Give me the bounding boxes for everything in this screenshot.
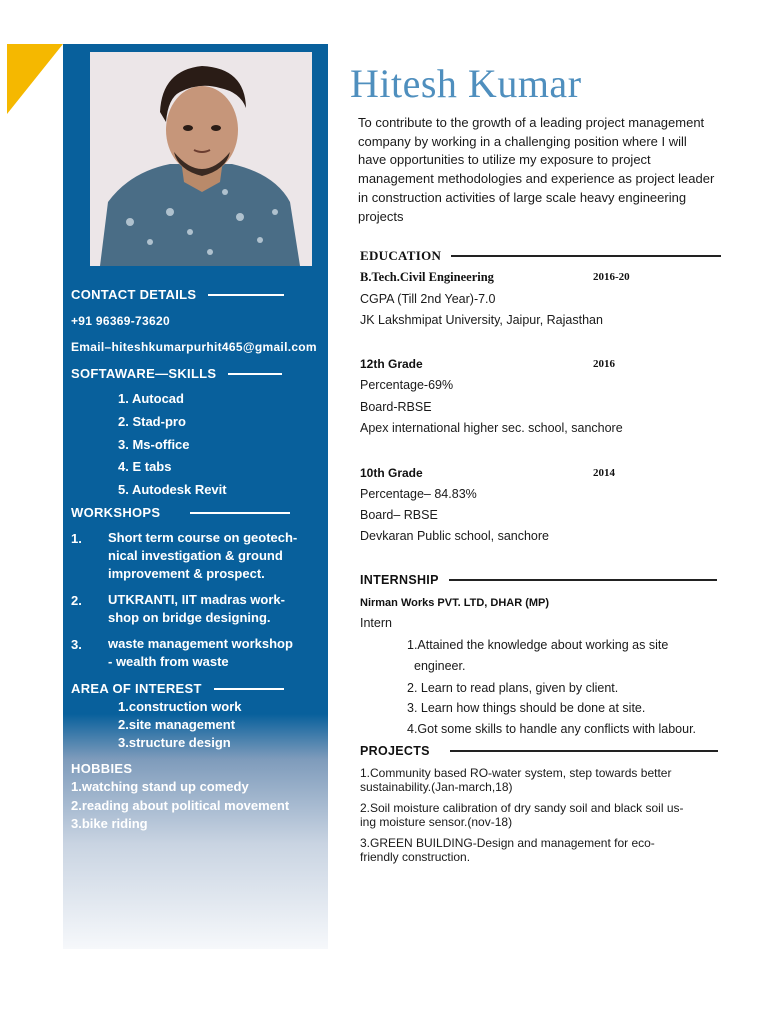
education-detail: Devkaran Public school, sanchore [360, 529, 549, 543]
skill-item: 1. Autocad [118, 391, 184, 406]
internship-heading: INTERNSHIP [360, 573, 717, 587]
skill-item: 3. Ms-office [118, 437, 190, 452]
projects-heading: PROJECTS [360, 744, 718, 758]
project-item: 2.Soil moisture calibration of dry sandy soil and black soil us- ing moisture sensor.(nov-18) [360, 801, 684, 829]
phone-number: +91 96369-73620 [71, 314, 170, 328]
profile-photo [90, 52, 312, 266]
education-detail: Board– RBSE [360, 508, 438, 522]
skill-item: 5. Autodesk Revit [118, 482, 227, 497]
internship-role: Intern [360, 616, 392, 630]
hobby-item: 3.bike riding [71, 816, 148, 831]
workshops-heading: WORKSHOPS [71, 505, 290, 520]
corner-accent-triangle [7, 44, 63, 114]
hobby-item: 2.reading about political movement [71, 798, 290, 813]
internship-point: engineer. [414, 659, 466, 673]
candidate-name: Hitesh Kumar [350, 61, 582, 106]
internship-company: Nirman Works PVT. LTD, DHAR (MP) [360, 597, 550, 609]
hobby-item: 1.watching stand up comedy [71, 779, 249, 794]
contact-heading: CONTACT DETAILS [71, 287, 284, 302]
education-title: B.Tech.Civil Engineering [360, 270, 494, 284]
internship-point: 4.Got some skills to handle any conflicts with labour. [407, 722, 697, 736]
education-detail: Percentage-69% [360, 378, 454, 392]
education-year: 2014 [593, 467, 615, 479]
education-year: 2016-20 [593, 271, 630, 283]
hobbies-heading: HOBBIES [71, 761, 133, 776]
workshop-item: UTKRANTI, IIT madras work- shop on bridge designing. [108, 592, 285, 625]
education-detail: Apex international higher sec. school, sanchore [360, 421, 623, 435]
education-title: 10th Grade [360, 466, 423, 480]
education-title: 12th Grade [360, 357, 423, 371]
education-year: 2016 [593, 358, 615, 370]
career-objective: To contribute to the growth of a leading project management company by working in a challenging position where I will have opportunities to utilize my exposure to project management methodologies and experience as project leader in construction activities of large scale heavy engineering projects [358, 115, 715, 224]
skill-item: 2. Stad-pro [118, 414, 186, 429]
internship-point: 3. Learn how things should be done at site. [407, 701, 646, 715]
project-item: 3.GREEN BUILDING-Design and management for eco- friendly construction. [360, 836, 655, 864]
education-heading: EDUCATION [360, 248, 721, 264]
internship-point: 1.Attained the knowledge about working as site [407, 638, 669, 652]
workshop-number: 3. [71, 637, 82, 652]
interest-heading: AREA OF INTEREST [71, 681, 284, 696]
workshop-number: 2. [71, 593, 82, 608]
workshop-number: 1. [71, 531, 82, 546]
workshop-item: Short term course on geotech- nical investigation & ground improvement & prospect. [108, 530, 298, 581]
education-detail: Percentage– 84.83% [360, 487, 477, 501]
skill-item: 4. E tabs [118, 459, 172, 474]
education-detail: JK Lakshmipat University, Jaipur, Rajasthan [360, 313, 603, 327]
education-detail: CGPA (Till 2nd Year)-7.0 [360, 292, 496, 306]
skills-heading: SOFTAWARE—SKILLS [71, 366, 282, 381]
workshop-item: waste management workshop - wealth from waste [108, 636, 293, 669]
interest-item: 3.structure design [118, 735, 231, 750]
interest-item: 2.site management [118, 717, 236, 732]
email-address: Email–hiteshkumarpurhit465@gmail.com [71, 340, 317, 354]
education-detail: Board-RBSE [360, 400, 432, 414]
internship-point: 2. Learn to read plans, given by client. [407, 681, 619, 695]
project-item: 1.Community based RO-water system, step towards better sustainability.(Jan-march,18) [360, 766, 672, 794]
interest-item: 1.construction work [118, 699, 242, 714]
